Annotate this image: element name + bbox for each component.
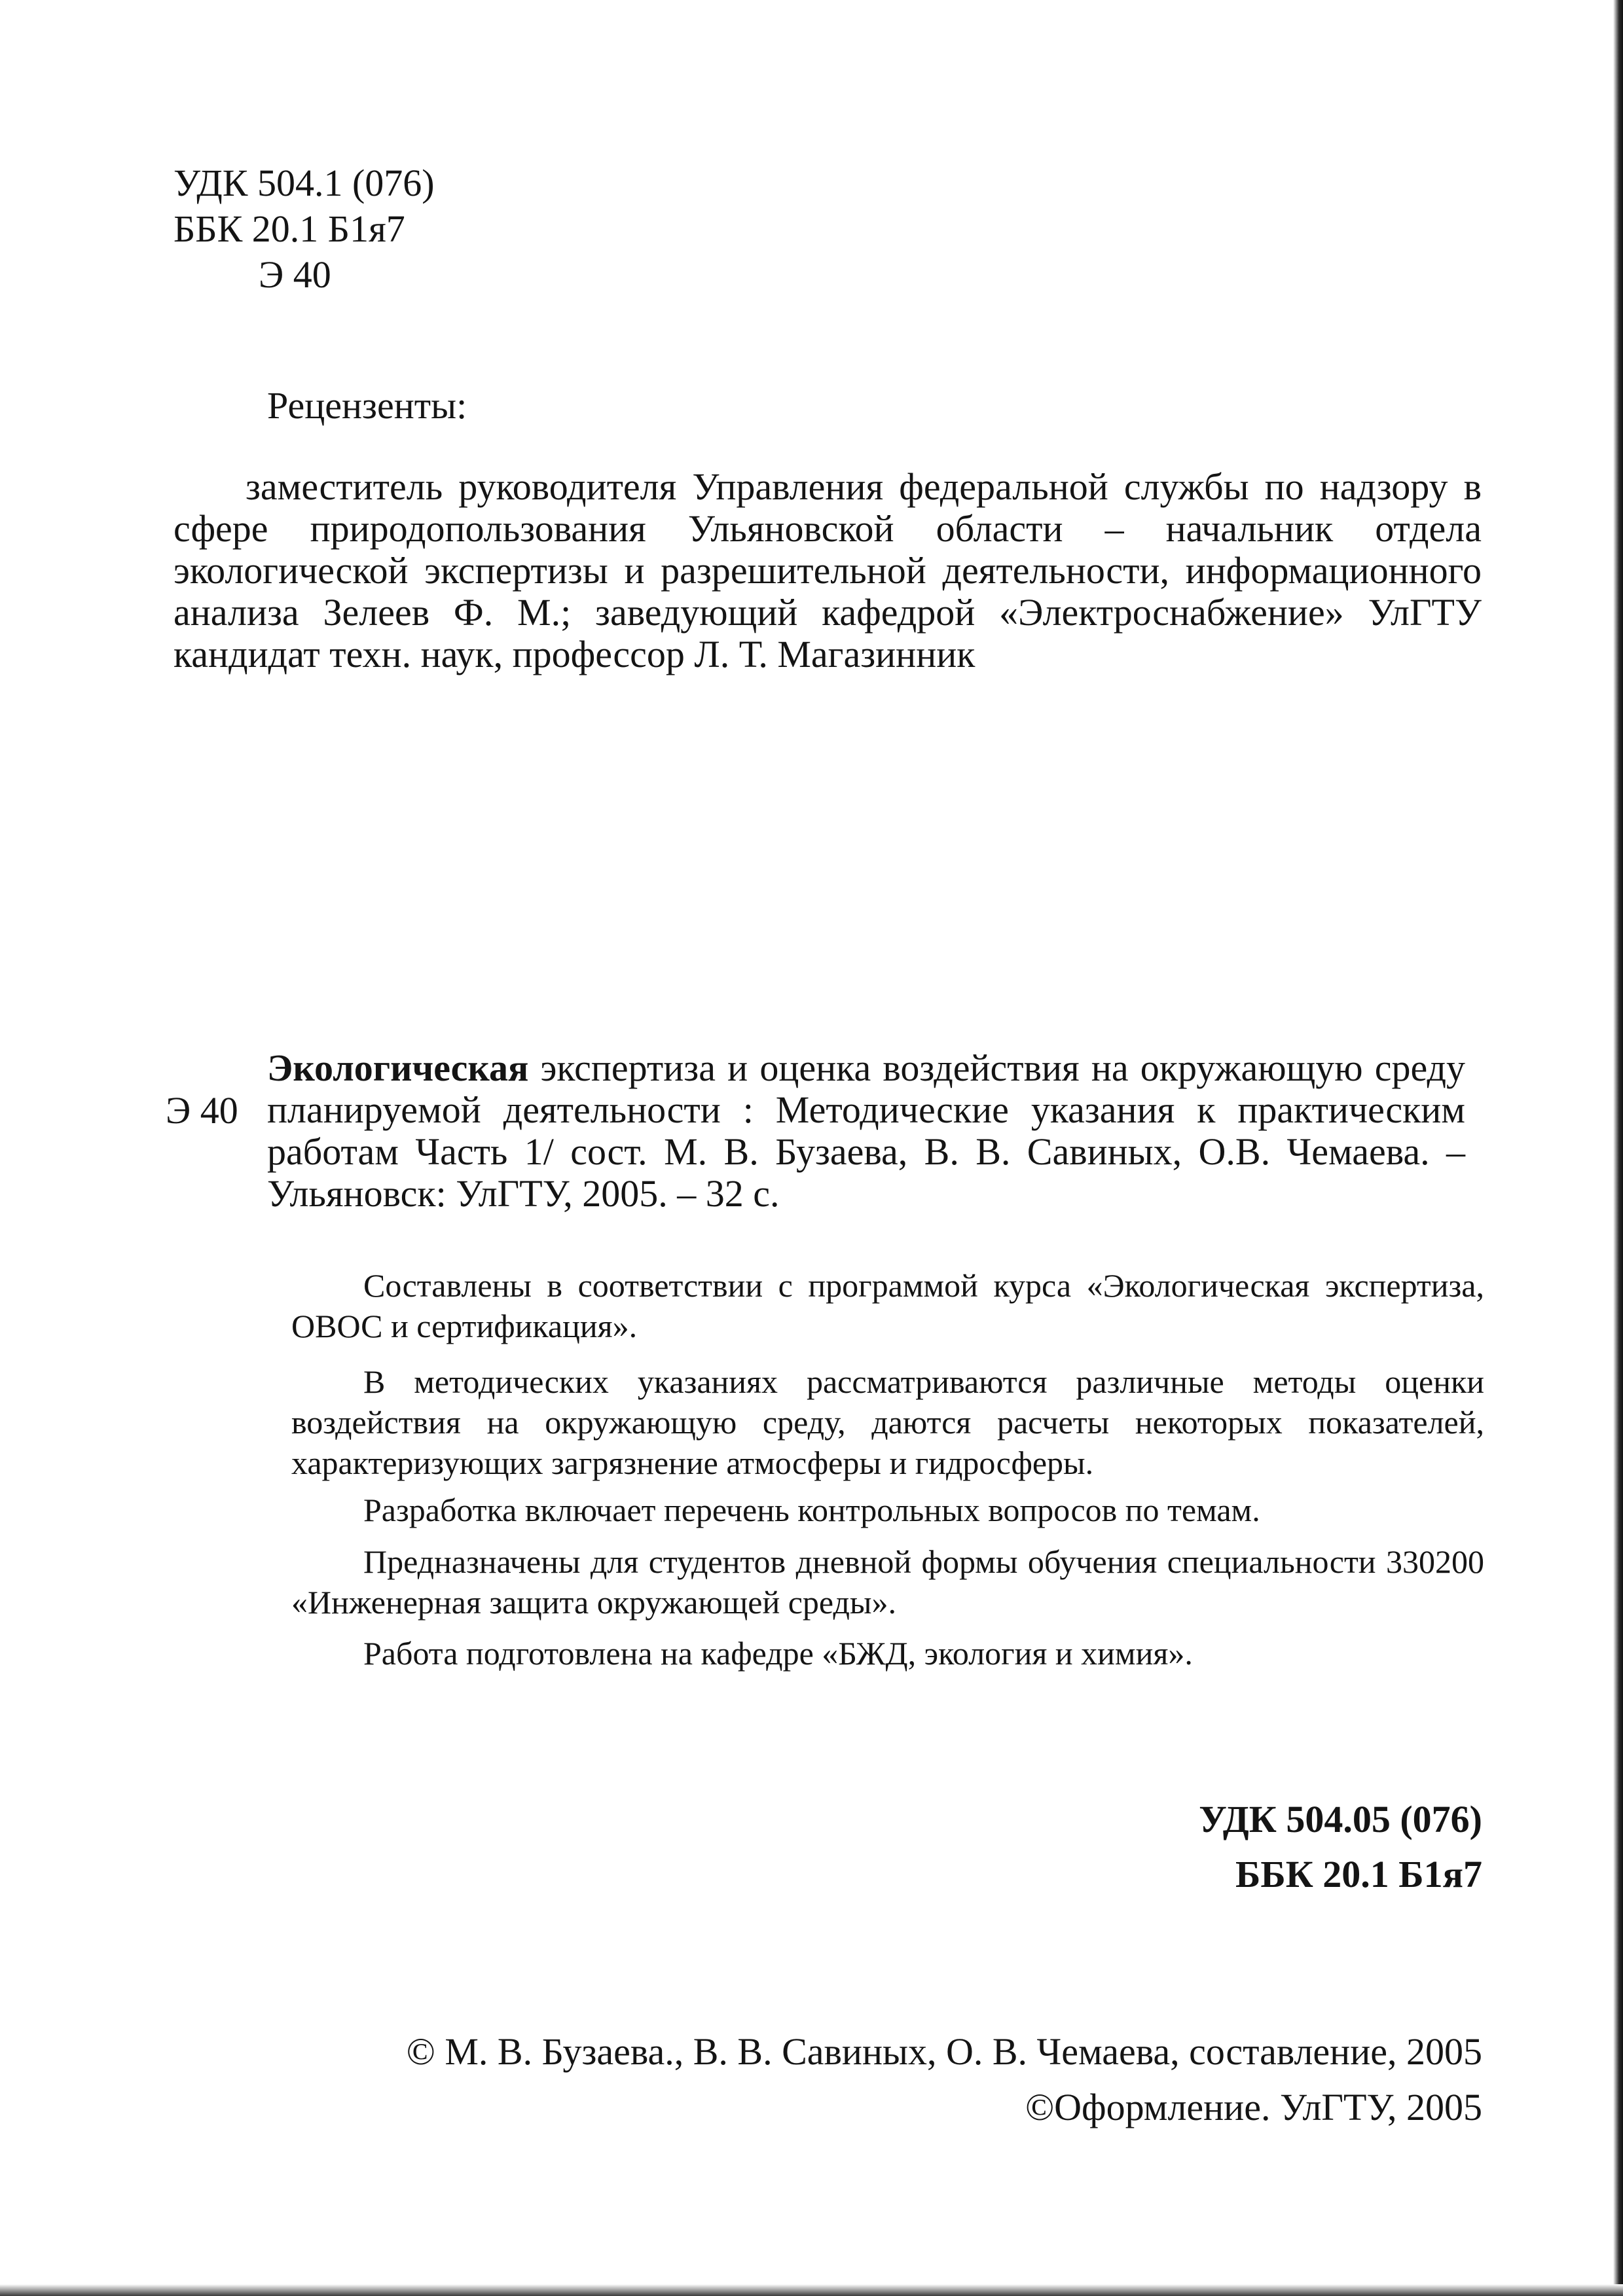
annotation-para-5: Работа подготовлена на кафедре «БЖД, экология и химия». xyxy=(363,1635,1193,1672)
copyright-design: ©Оформление. УлГТУ, 2005 xyxy=(1025,2086,1482,2128)
bibliographic-entry xyxy=(267,1047,1465,1215)
reviewers-heading: Рецензенты: xyxy=(267,384,467,427)
scan-edge-bottom xyxy=(0,2284,1623,2296)
udk-code: УДК 504.1 (076) xyxy=(173,162,435,204)
bib-rest: экспертиза и оценка воздействия на окружающую среду планируемой деятельности : Методические указания к практическим работам Часть 1/ сост. М. В. Бузаева, В. В. Савиных, О.В. Чемаева. – Ульяновск: УлГТУ, 2005. – 32 с. xyxy=(267,1047,1465,1215)
annotation-para-4: Предназначены для студентов дневной формы обучения специальности 330200 «Инженерная защита окружающей среды». xyxy=(291,1543,1484,1621)
author-mark: Э 40 xyxy=(259,253,331,296)
udk-code-final: УДК 504.05 (076) xyxy=(1199,1798,1482,1840)
annotation-para-1: Составлены в соответствии с программой курса «Экологическая экспертиза, ОВОС и сертификация». xyxy=(291,1267,1484,1344)
scan-edge-right xyxy=(1613,0,1623,2296)
bib-author-mark: Э 40 xyxy=(166,1089,238,1132)
annotation-para-2: В методических указаниях рассматриваются различные методы оценки воздействия на окружающую среду, даются расчеты некоторых показателей, характеризующих загрязнение атмосферы и гидросферы. xyxy=(291,1363,1484,1481)
reviewers-text: заместитель руководителя Управления федеральной службы по надзору в сфере природопользования Ульяновской области – начальник отдела экологической экспертизы и разрешительной деятельности, информационного анализа Зелеев Ф. М.; заведующий кафедрой «Электроснабжение» УлГТУ кандидат техн. наук, профессор Л. Т. Магазинник xyxy=(173,465,1482,675)
bib-title-word: Экологическая xyxy=(267,1047,529,1089)
bbk-code-final: ББК 20.1 Б1я7 xyxy=(1235,1853,1482,1895)
copyright-authors: © М. В. Бузаева., В. В. Савиных, О. В. Чемаева, составление, 2005 xyxy=(406,2030,1482,2073)
annotation-para-3: Разработка включает перечень контрольных вопросов по темам. xyxy=(363,1492,1260,1528)
bbk-code: ББК 20.1 Б1я7 xyxy=(173,207,405,250)
